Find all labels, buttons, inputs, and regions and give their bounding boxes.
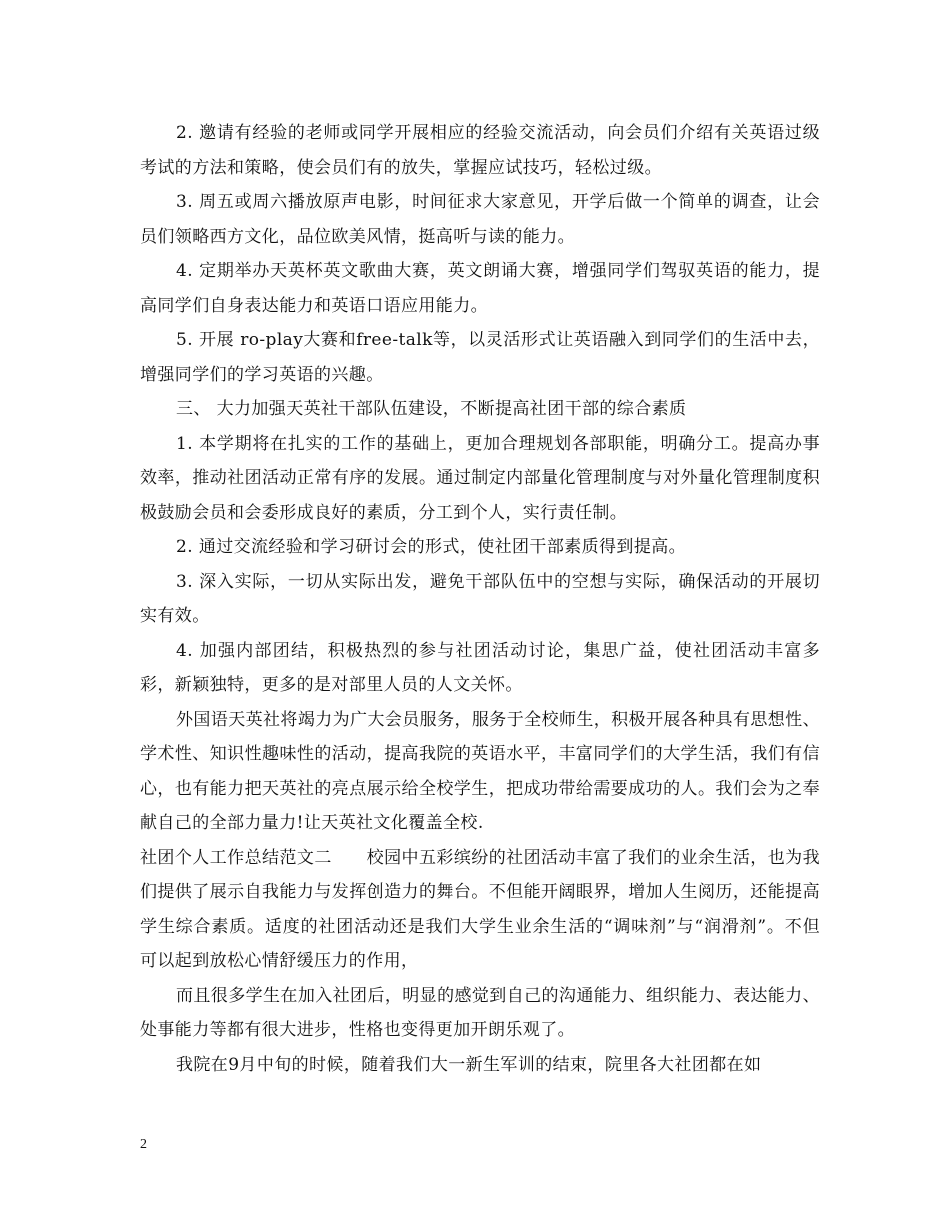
paragraph: 外国语天英社将竭力为广大会员服务，服务于全校师生，积极开展各种具有思想性、学术性、知识性趣味性的活动，提高我院的英语水平，丰富同学们的大学生活，我们有信心，也有能力把天英社的亮点展示给全校学生，把成功带给需要成功的人。我们会为之奉献自己的全部力量力!让天英社文化覆盖全校. <box>140 709 820 833</box>
page-number: 2 <box>140 1137 147 1152</box>
section-heading: 三、 大力加强天英社干部队伍建设，不断提高社团干部的综合素质 <box>176 399 687 419</box>
document-body <box>140 116 820 1082</box>
paragraph: 3. 周五或周六播放原声电影，时间征求大家意见，开学后做一个简单的调查，让会员们领略西方文化，品位欧美风情，挺高听与读的能力。 <box>140 192 820 247</box>
paragraph: 3. 深入实际，一切从实际出发，避免干部队伍中的空想与实际，确保活动的开展切实有效。 <box>140 571 820 626</box>
paragraph: 2. 邀请有经验的老师或同学开展相应的经验交流活动，向会员们介绍有关英语过级考试的方法和策略，使会员们有的放失，掌握应试技巧，轻松过级。 <box>140 123 820 178</box>
paragraph: 社团个人工作总结范文二 校园中五彩缤纷的社团活动丰富了我们的业余生活，也为我们提供了展示自我能力与发挥创造力的舞台。不但能开阔眼界，增加人生阅历，还能提高学生综合素质。适度的社团活动还是我们大学生业余生活的“调味剂”与“润滑剂”。不但可以起到放松心情舒缓压力的作用， <box>140 847 820 971</box>
paragraph: 4. 加强内部团结，积极热烈的参与社团活动讨论，集思广益，使社团活动丰富多彩，新颖独特，更多的是对部里人员的人文关怀。 <box>140 640 820 695</box>
paragraph: 4. 定期举办天英杯英文歌曲大赛，英文朗诵大赛，增强同学们驾驭英语的能力，提高同学们自身表达能力和英语口语应用能力。 <box>140 261 820 316</box>
paragraph: 而且很多学生在加入社团后，明显的感觉到自己的沟通能力、组织能力、表达能力、处事能力等都有很大进步，性格也变得更加开朗乐观了。 <box>140 985 820 1040</box>
paragraph: 我院在9月中旬的时候，随着我们大一新生军训的结束，院里各大社团都在如 <box>176 1054 762 1075</box>
paragraph: 1. 本学期将在扎实的工作的基础上，更加合理规划各部职能，明确分工。提高办事效率，推动社团活动正常有序的发展。通过制定内部量化管理制度与对外量化管理制度积极鼓励会员和会委形成良好的素质，分工到个人，实行责任制。 <box>140 433 820 523</box>
paragraph: 5. 开展 ro-play大赛和free-talk等，以灵活形式让英语融入到同学们的生活中去，增强同学们的学习英语的兴趣。 <box>140 330 820 385</box>
paragraph: 2. 通过交流经验和学习研讨会的形式，使社团干部素质得到提高。 <box>176 537 687 557</box>
